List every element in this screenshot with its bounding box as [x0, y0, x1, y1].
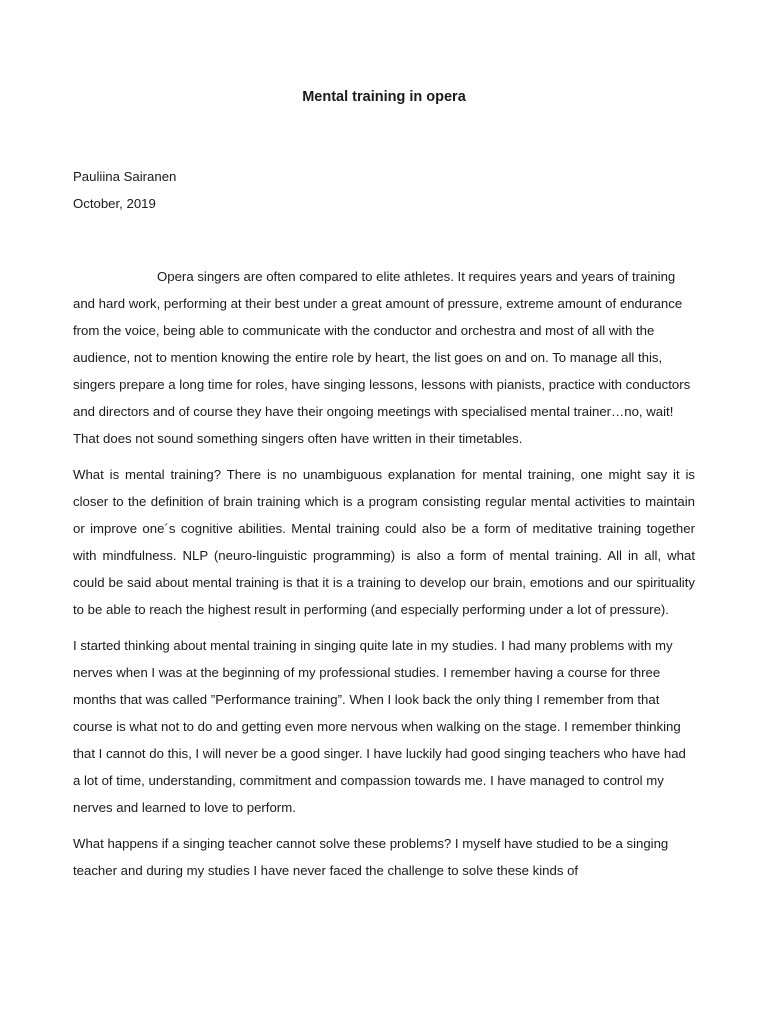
document-date: October, 2019 — [73, 196, 156, 211]
document-title: Mental training in opera — [302, 89, 466, 105]
paragraph-personal-experience: I started thinking about mental training in singing quite late in my studies. I had many problems with my nerves when I was at the beginning of my professional studies. I remember having a course for three months that was called ”Performance training”. When I look back the only thing I remember from that course is what not to do and getting even more nervous when walking on the stage. I remember thinking that I cannot do this, I will never be a good singer. I have luckily had good singing teachers who have had a lot of time, understanding, commitment and compassion towards me. I have managed to control my nerves and learned to love to perform. — [73, 638, 686, 815]
author-name: Pauliina Sairanen — [73, 169, 177, 184]
paragraph-teacher-question: What happens if a singing teacher cannot solve these problems? I myself have studied to be a singing teacher and during my studies I have never faced the challenge to solve these kinds of — [73, 836, 669, 878]
document-body — [73, 263, 695, 893]
paragraph-intro: Opera singers are often compared to elite athletes. It requires years and years of training and hard work, performing at their best under a great amount of pressure, extreme amount of endurance from the voice, being able to communicate with the conductor and orchestra and most of all with the audience, not to mention knowing the entire role by heart, the list goes on and on. To manage all this, singers prepare a long time for roles, have singing lessons, lessons with pianists, practice with conductors and directors and of course they have their ongoing meetings with specialised mental trainer…no, wait! That does not sound something singers often have written in their timetables. — [73, 269, 691, 446]
paragraph-definition: What is mental training? There is no unambiguous explanation for mental training, one might say it is closer to the definition of brain training which is a program consisting regular mental activities to maintain or improve one´s cognitive abilities. Mental training could also be a form of meditative training together with mindfulness. NLP (neuro-linguistic programming) is also a form of mental training. All in all, what could be said about mental training is that it is a training to develop our brain, emotions and our spirituality to be able to reach the highest result in performing (and especially performing under a lot of pressure). — [73, 467, 695, 617]
